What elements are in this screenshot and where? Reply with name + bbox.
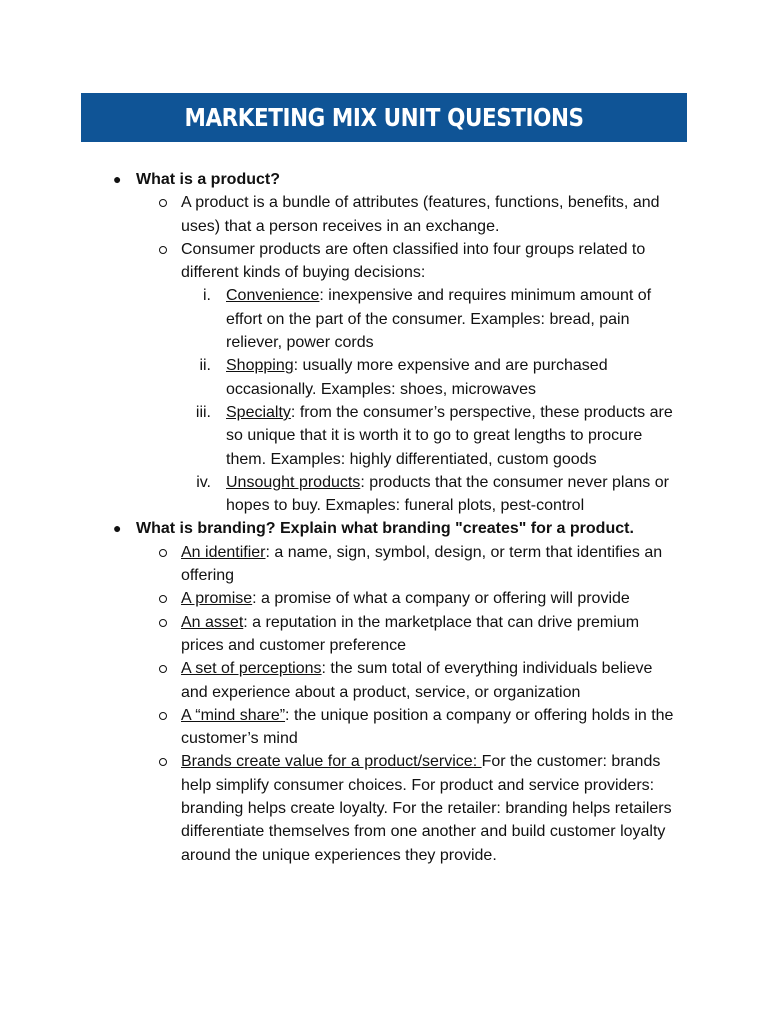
answer-text: Consumer products are often classified into four groups related to different kinds of buying decisions: [181, 240, 646, 282]
category-text: : products that the consumer never plans or hopes to buy. Exmaples: funeral plots, pest-control [226, 473, 669, 515]
answer-term: An identifier [181, 543, 266, 561]
hollow-bullet-icon [159, 199, 167, 207]
category-item [195, 401, 678, 471]
answer-item [153, 191, 678, 238]
category-term: Specialty [226, 403, 291, 421]
answer-item [153, 750, 678, 866]
answer-term: A promise [181, 590, 253, 608]
question-text: What is branding? Explain what branding "creates" for a product. [136, 520, 634, 538]
category-text: : usually more expensive and are purchased occasionally. Examples: shoes, microwaves [226, 357, 608, 398]
question-text: What is a product? [136, 171, 280, 188]
answer-item [153, 587, 678, 610]
hollow-bullet-icon [159, 595, 167, 603]
answer-term: A “mind share” [181, 706, 286, 724]
answer-text: : a promise of what a company or offering will provide [252, 590, 630, 608]
category-term: Unsought products [226, 473, 361, 491]
answer-term: Brands create value for a product/service: [181, 753, 482, 771]
answer-text: : the unique position a company or offering holds in the customer’s mind [181, 706, 674, 748]
answer-text: For the customer: brands help simplify consumer choices. For product and service providers: branding helps create loyalty. For the retailer: branding helps retailers differentiate themselves from one another and build customer loyalty around the unique experiences they provide. [181, 753, 672, 864]
answer-item [153, 611, 678, 658]
hollow-bullet-icon [159, 758, 167, 766]
answer-text: : a name, sign, symbol, design, or term that identifies an offering [181, 543, 663, 585]
hollow-bullet-icon [159, 665, 167, 673]
roman-numeral: ii. [199, 357, 211, 375]
answer-item [153, 541, 678, 588]
category-term: Shopping [226, 357, 294, 375]
category-text: : inexpensive and requires minimum amount of effort on the part of the consumer. Examples: bread, pain reliever, power cords [226, 287, 652, 352]
roman-numeral: iv. [196, 473, 211, 491]
category-term: Convenience [226, 287, 320, 305]
question-item [108, 517, 678, 866]
answer-term: An asset [181, 613, 244, 631]
hollow-bullet-icon [159, 619, 167, 627]
bullet-icon: ● [113, 171, 122, 187]
answer-item [153, 238, 678, 518]
roman-numeral: i. [203, 287, 211, 305]
hollow-bullet-icon [159, 549, 167, 557]
page-title: MARKETING MIX UNIT QUESTIONS [184, 103, 584, 132]
category-item [199, 354, 678, 401]
category-text: : from the consumer’s perspective, these products are so unique that it is worth it to go to great lengths to procure them. Examples: highly differentiated, custom goods [226, 403, 673, 468]
answer-text: : a reputation in the marketplace that can drive premium prices and customer preference [181, 613, 640, 654]
answer-text: : the sum total of everything individuals believe and experience about a product, service, or organization [181, 660, 653, 701]
question-item [108, 168, 678, 517]
roman-numeral: iii. [195, 403, 211, 421]
hollow-bullet-icon [159, 712, 167, 720]
answer-item [153, 657, 678, 704]
title-banner [81, 93, 687, 142]
category-item [196, 471, 678, 518]
question-list [108, 168, 678, 867]
hollow-bullet-icon [159, 246, 167, 254]
answer-item [153, 704, 678, 751]
category-item [203, 284, 678, 354]
answer-term: A set of perceptions [181, 660, 322, 678]
bullet-icon: ● [113, 520, 122, 537]
answer-text: A product is a bundle of attributes (features, functions, benefits, and uses) that a person receives in an exchange. [181, 194, 660, 235]
